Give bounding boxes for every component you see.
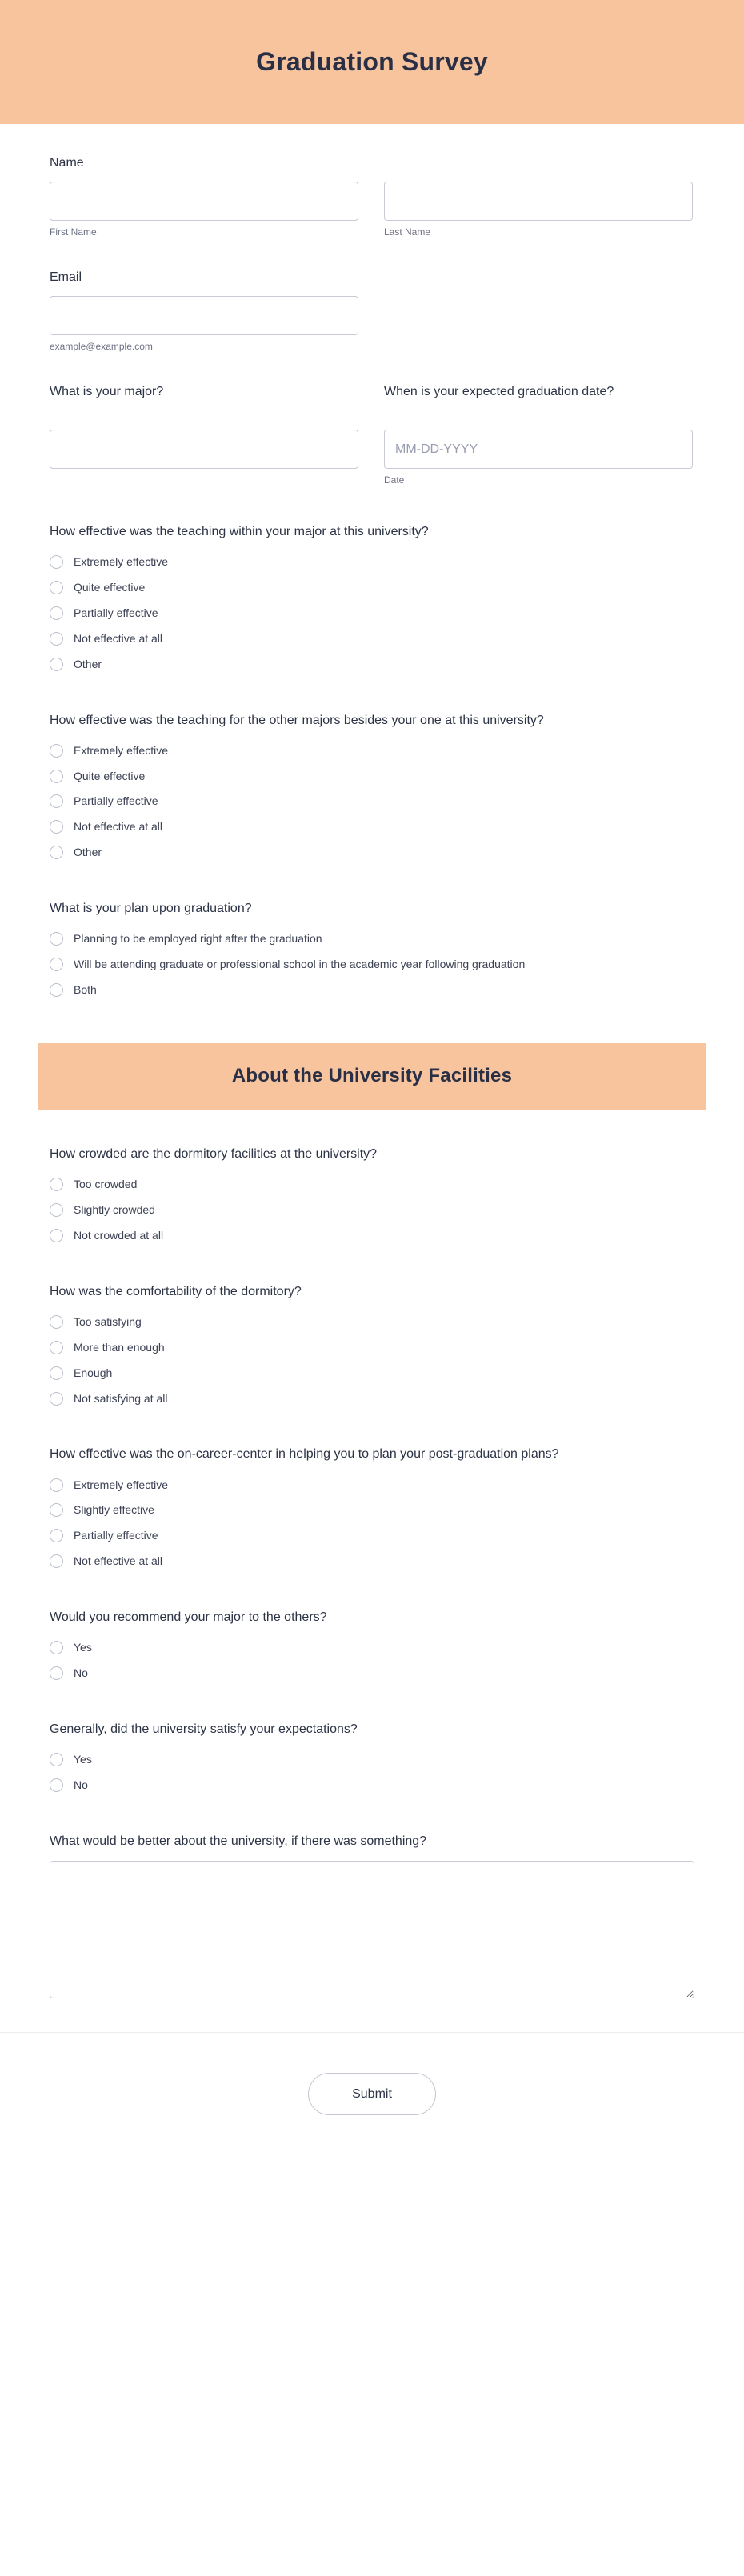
radio-option-label: Yes: [74, 1753, 92, 1766]
submit-button[interactable]: Submit: [308, 2073, 436, 2115]
page-title: Graduation Survey: [256, 47, 488, 76]
radio-option-label: Slightly effective: [74, 1503, 154, 1517]
graduation-date-label: When is your expected graduation date?: [384, 385, 614, 399]
radio-option-label: Will be attending graduate or professional school in the academic year following graduation: [74, 958, 526, 971]
radio-group: [50, 1311, 694, 1410]
name-field-group: [50, 124, 694, 238]
radio-group: [50, 1174, 694, 1247]
radio-option[interactable]: [50, 1337, 694, 1359]
question-dormitory-comfortability: [50, 1247, 694, 1410]
radio-circle-icon[interactable]: [50, 1478, 63, 1492]
radio-option-label: More than enough: [74, 1340, 165, 1354]
radio-option[interactable]: [50, 842, 694, 864]
email-sublabel: example@example.com: [50, 340, 153, 352]
radio-circle-icon[interactable]: [50, 1315, 63, 1329]
radio-circle-icon[interactable]: [50, 770, 63, 783]
question-plan-upon-graduation: [50, 864, 694, 1002]
radio-option[interactable]: [50, 654, 694, 676]
improvement-label: What would be better about the university, if there was something?: [50, 1834, 427, 1848]
radio-circle-icon[interactable]: [50, 1366, 63, 1380]
radio-option[interactable]: [50, 628, 694, 650]
radio-option-label: Extremely effective: [74, 555, 169, 569]
first-name-sublabel: First Name: [50, 226, 97, 238]
improvement-field-group: [50, 1797, 694, 1998]
radio-circle-icon[interactable]: [50, 1529, 63, 1542]
radio-circle-icon[interactable]: [50, 1666, 63, 1680]
graduation-date-sublabel: Date: [384, 474, 405, 486]
radio-circle-icon[interactable]: [50, 794, 63, 808]
email-label: Email: [50, 270, 82, 285]
radio-option-label: Not crowded at all: [74, 1228, 164, 1242]
last-name-sublabel: Last Name: [384, 226, 431, 238]
email-column: [50, 296, 358, 354]
radio-option-label: Too satisfying: [74, 1314, 142, 1328]
radio-option[interactable]: [50, 790, 694, 813]
radio-option[interactable]: [50, 1225, 694, 1247]
major-label: What is your major?: [50, 385, 164, 399]
radio-circle-icon[interactable]: [50, 744, 63, 758]
radio-group: [50, 1474, 694, 1574]
radio-circle-icon[interactable]: [50, 820, 63, 834]
question-title: What is your plan upon graduation?: [50, 902, 252, 916]
radio-option[interactable]: [50, 1311, 694, 1334]
radio-option-label: Not effective at all: [74, 1554, 163, 1568]
radio-circle-icon[interactable]: [50, 983, 63, 997]
radio-option-label: Too crowded: [74, 1178, 138, 1191]
radio-circle-icon[interactable]: [50, 1178, 63, 1191]
radio-group: [50, 1749, 694, 1797]
question-title: How was the comfortability of the dormitory?: [50, 1284, 302, 1298]
radio-circle-icon[interactable]: [50, 606, 63, 620]
radio-option-label: Both: [74, 983, 97, 997]
improvement-textarea[interactable]: [50, 1861, 694, 1998]
radio-option-label: Partially effective: [74, 794, 158, 808]
radio-group: [50, 551, 694, 675]
radio-circle-icon[interactable]: [50, 1341, 63, 1354]
graduation-date-input[interactable]: [384, 430, 693, 469]
radio-option-label: Not effective at all: [74, 820, 163, 834]
radio-option[interactable]: [50, 1550, 694, 1573]
email-spacer: [384, 296, 693, 354]
radio-option[interactable]: [50, 954, 694, 976]
question-recommend-major: [50, 1573, 694, 1685]
radio-circle-icon[interactable]: [50, 1503, 63, 1517]
question-title: How crowded are the dormitory facilities at the university?: [50, 1146, 378, 1161]
radio-option[interactable]: [50, 1388, 694, 1410]
radio-circle-icon[interactable]: [50, 1554, 63, 1568]
question-title: Generally, did the university satisfy your expectations?: [50, 1722, 358, 1737]
radio-option-label: Planning to be employed right after the graduation: [74, 932, 322, 946]
question-title: How effective was the teaching for the other majors besides your one at this university?: [50, 713, 544, 727]
radio-circle-icon[interactable]: [50, 632, 63, 646]
form-title-banner: [0, 0, 744, 124]
question-title: How effective was the on-career-center in helping you to plan your post-graduation plans?: [50, 1447, 559, 1462]
question-dormitory-crowding: [50, 1110, 694, 1247]
major-and-date-group: [50, 353, 694, 487]
radio-option-label: Not satisfying at all: [74, 1391, 168, 1405]
graduation-date-column: [384, 383, 693, 487]
radio-option-label: Quite effective: [74, 769, 146, 782]
radio-group: [50, 928, 694, 1002]
radio-group: [50, 1637, 694, 1685]
radio-option[interactable]: [50, 816, 694, 838]
radio-option-label: Slightly crowded: [74, 1202, 155, 1216]
radio-option-label: Other: [74, 846, 102, 859]
email-field-group: [50, 238, 694, 353]
radio-option-label: No: [74, 1778, 88, 1792]
radio-option-label: Enough: [74, 1366, 113, 1379]
radio-option[interactable]: [50, 1174, 694, 1196]
radio-option-label: Extremely effective: [74, 1478, 169, 1491]
radio-option[interactable]: [50, 1637, 694, 1659]
radio-option[interactable]: [50, 1525, 694, 1547]
radio-circle-icon[interactable]: [50, 555, 63, 569]
question-title: Would you recommend your major to the others?: [50, 1610, 327, 1625]
radio-option-label: Not effective at all: [74, 631, 163, 645]
section-gap: [50, 1002, 694, 1043]
radio-circle-icon[interactable]: [50, 1203, 63, 1217]
last-name-column: [384, 182, 693, 239]
radio-option[interactable]: [50, 740, 694, 762]
radio-option[interactable]: [50, 551, 694, 574]
radio-circle-icon[interactable]: [50, 1778, 63, 1792]
radio-circle-icon[interactable]: [50, 1753, 63, 1766]
submit-row: [50, 2033, 694, 2163]
last-name-input[interactable]: [384, 182, 693, 221]
radio-option-label: Other: [74, 657, 102, 670]
question-title: How effective was the teaching within your major at this university?: [50, 524, 429, 538]
radio-option[interactable]: [50, 1199, 694, 1222]
radio-option-label: Partially effective: [74, 606, 158, 619]
radio-circle-icon[interactable]: [50, 1392, 63, 1406]
radio-option-label: No: [74, 1666, 88, 1680]
radio-option[interactable]: [50, 1749, 694, 1771]
radio-option[interactable]: [50, 979, 694, 1002]
major-input[interactable]: [50, 430, 358, 469]
radio-option[interactable]: [50, 1662, 694, 1685]
major-column: [50, 383, 358, 487]
radio-group: [50, 740, 694, 864]
section-heading-text: About the University Facilities: [231, 1065, 513, 1087]
section-heading-banner: [38, 1043, 706, 1110]
name-label: Name: [50, 156, 84, 170]
radio-option[interactable]: [50, 1499, 694, 1522]
radio-option[interactable]: [50, 1362, 694, 1385]
radio-option-label: Quite effective: [74, 581, 146, 594]
first-name-input[interactable]: [50, 182, 358, 221]
radio-circle-icon[interactable]: [50, 1229, 63, 1242]
radio-circle-icon[interactable]: [50, 958, 63, 971]
radio-circle-icon[interactable]: [50, 932, 63, 946]
radio-option[interactable]: [50, 602, 694, 625]
question-career-center: [50, 1410, 694, 1573]
email-input[interactable]: [50, 296, 358, 335]
radio-option[interactable]: [50, 766, 694, 788]
radio-option-label: Partially effective: [74, 1529, 158, 1542]
radio-option-label: Extremely effective: [74, 743, 169, 757]
first-name-column: [50, 182, 358, 239]
radio-option[interactable]: [50, 928, 694, 950]
question-teaching-other-majors: [50, 676, 694, 865]
radio-circle-icon[interactable]: [50, 581, 63, 594]
radio-circle-icon[interactable]: [50, 1641, 63, 1654]
radio-option[interactable]: [50, 577, 694, 599]
question-teaching-own-major: [50, 487, 694, 676]
question-satisfy-expectations: [50, 1685, 694, 1797]
radio-circle-icon[interactable]: [50, 658, 63, 671]
radio-circle-icon[interactable]: [50, 846, 63, 859]
radio-option-label: Yes: [74, 1641, 92, 1654]
radio-option[interactable]: [50, 1474, 694, 1497]
radio-option[interactable]: [50, 1774, 694, 1797]
